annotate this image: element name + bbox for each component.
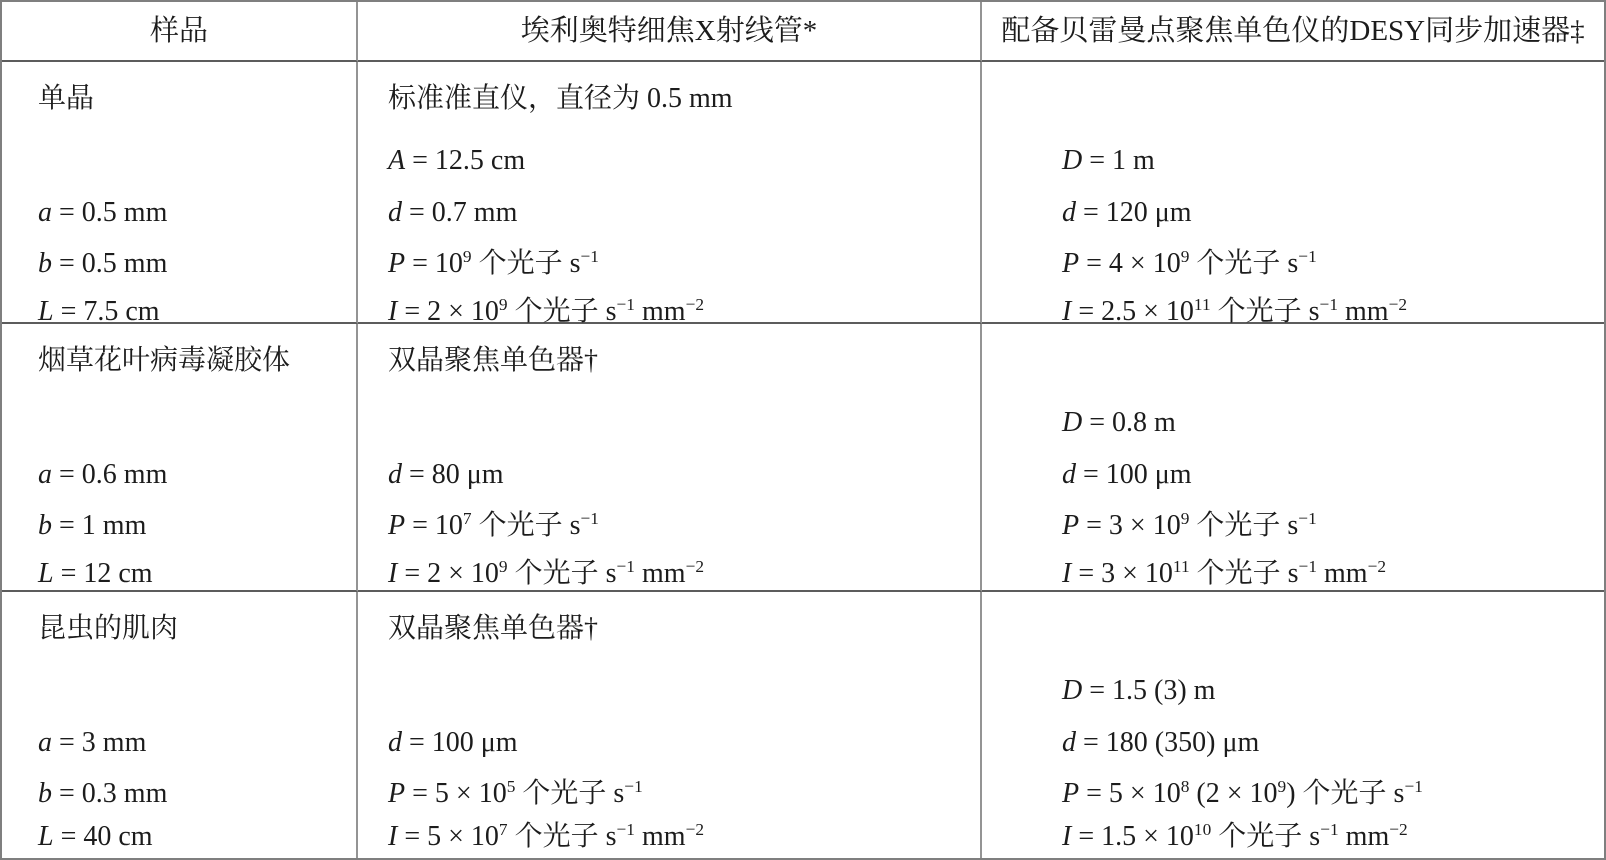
param-b: b = 0.5 mm: [38, 248, 168, 279]
param-P: $P = 5 \times 10^8$ $(2 \times 10^9)$ 个光子 $s^{-1}$: [1062, 777, 1423, 809]
param-I: $I = 3 \times 10^{11}$ 个光子 $s^{-1}$ $mm^{-2}$: [1062, 557, 1387, 589]
param-D: D = 1 m: [1062, 145, 1155, 176]
param-P: $P = 10^9$ 个光子 $s^{-1}$: [388, 247, 599, 279]
cell-sample-row1: [2, 62, 358, 327]
header-label-xray-tube: 埃利奥特细焦X射线管*: [520, 15, 818, 47]
header-cell-sample: [2, 2, 358, 62]
cell-desy-row3: [982, 592, 1604, 858]
param-d: d = 180 (350) μm: [1062, 727, 1260, 758]
sample-name: 昆虫的肌肉: [38, 613, 179, 644]
tube-setup-label: 双晶聚焦单色器†: [388, 345, 599, 376]
param-L: L = 7.5 cm: [38, 296, 160, 327]
cell-xray-tube-row2: [358, 324, 982, 592]
param-I: $I = 5 \times 10^7$ 个光子 $s^{-1}$ $mm^{-2}$: [388, 820, 705, 852]
cell-sample-row3: [2, 592, 358, 858]
param-L: L = 12 cm: [38, 558, 153, 589]
param-a: a = 0.6 mm: [38, 459, 168, 490]
cell-xray-tube-row1: [358, 62, 982, 327]
param-I: $I = 2 \times 10^9$ 个光子 $s^{-1}$ $mm^{-2}$: [388, 295, 705, 327]
cell-xray-tube-row3: [358, 592, 982, 858]
cell-desy-row2: [982, 324, 1604, 592]
param-P: $P = 3 \times 10^9$ 个光子 $s^{-1}$: [1062, 509, 1317, 541]
param-I: $I = 2.5 \times 10^{11}$ 个光子 $s^{-1}$ $mm^{-2}$: [1062, 295, 1408, 327]
param-a: a = 0.5 mm: [38, 197, 168, 228]
param-d: d = 0.7 mm: [388, 197, 518, 228]
sample-name: 单晶: [38, 83, 95, 114]
param-d: d = 100 μm: [1062, 459, 1192, 490]
param-d: d = 120 μm: [1062, 197, 1192, 228]
param-A: A = 12.5 cm: [388, 145, 526, 176]
param-d: d = 80 μm: [388, 459, 504, 490]
cell-sample-row2: [2, 324, 358, 592]
param-D: D = 0.8 m: [1062, 407, 1176, 438]
header-label-sample: 样品: [149, 15, 208, 47]
cell-desy-row1: [982, 62, 1604, 327]
header-cell-xray-tube: [358, 2, 982, 62]
tube-setup-label: 双晶聚焦单色器†: [388, 613, 599, 644]
sample-name: 烟草花叶病毒凝胶体: [38, 345, 291, 376]
param-L: L = 40 cm: [38, 821, 153, 852]
param-I: $I = 1.5 \times 10^{10}$ 个光子 $s^{-1}$ $mm^{-2}$: [1062, 820, 1408, 852]
param-I: $I = 2 \times 10^9$ 个光子 $s^{-1}$ $mm^{-2}$: [388, 557, 705, 589]
header-cell-desy: [982, 2, 1604, 62]
param-b: b = 1 mm: [38, 510, 147, 541]
header-label-desy: 配备贝雷曼点聚焦单色仪的DESY同步加速器‡: [1001, 15, 1585, 47]
param-d: d = 100 μm: [388, 727, 518, 758]
param-D: D = 1.5 (3) m: [1062, 675, 1216, 706]
param-P: $P = 5 \times 10^5$ 个光子 $s^{-1}$: [388, 777, 643, 809]
param-P: $P = 4 \times 10^9$ 个光子 $s^{-1}$: [1062, 247, 1317, 279]
tube-setup-label: 标准准直仪，直径为 0.5 mm: [388, 83, 733, 114]
param-a: a = 3 mm: [38, 727, 147, 758]
param-P: $P = 10^7$ 个光子 $s^{-1}$: [388, 509, 599, 541]
param-b: b = 0.3 mm: [38, 778, 168, 809]
